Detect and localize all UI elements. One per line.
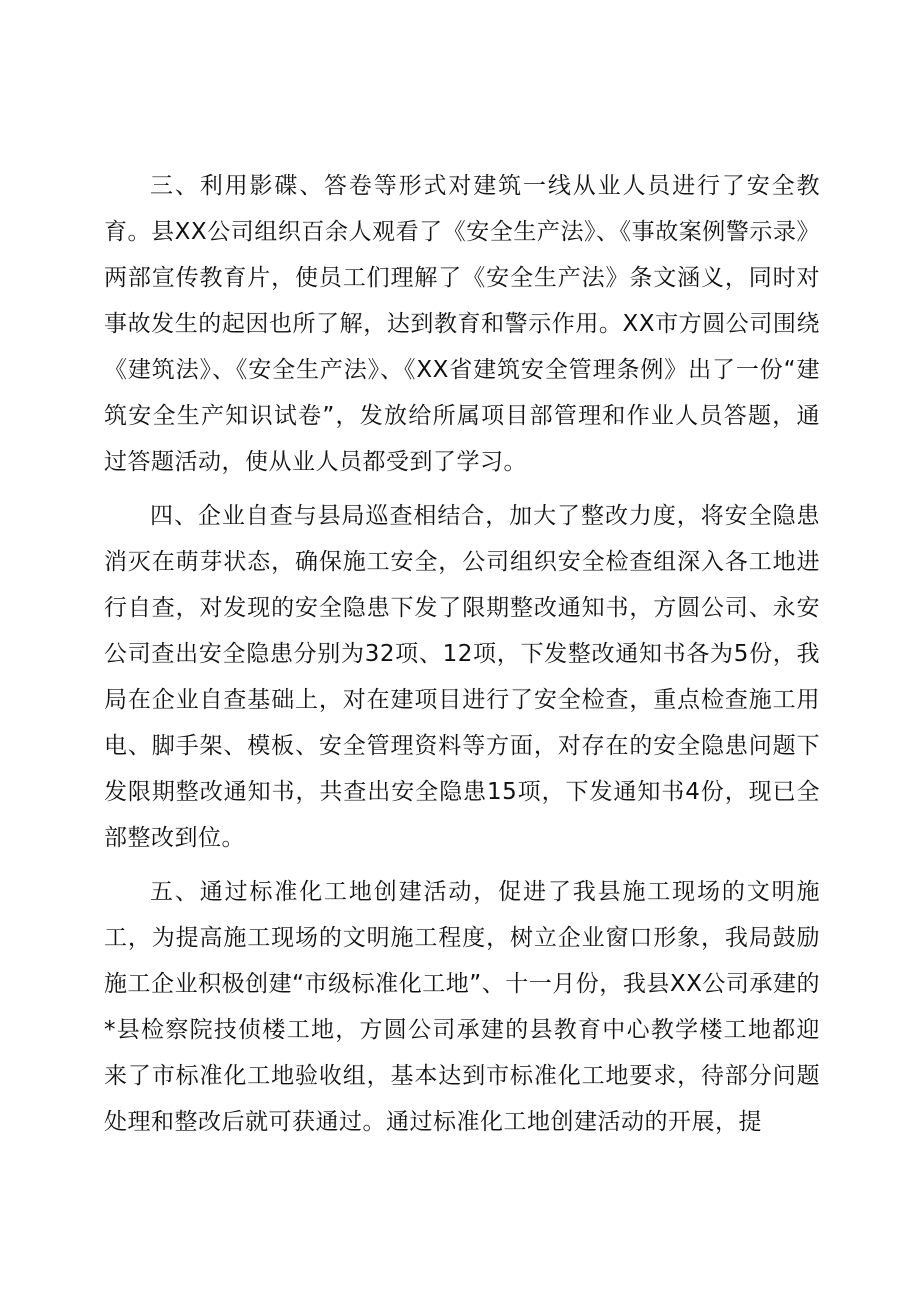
paragraph-section-three: 三、利用影碟、答卷等形式对建筑一线从业人员进行了安全教育。县XX公司组织百余人观看了《安全生产法》、《事故案例警示录》两部宣传教育片，使员工们理解了《安全生产法》条文涵义，同时对事故发生的起因也所了解，达到教育和警示作用。XX市方圆公司围绕《建筑法》、《安全生产法》、《XX省建筑安全管理条例》出了一份“建筑安全生产知识试卷”，发放给所属项目部管理和作业人员答题，通过答题活动，使从业人员都受到了学习。 — [104, 173, 820, 475]
paragraph-section-five: 五、通过标准化工地创建活动，促进了我县施工现场的文明施工，为提高施工现场的文明施工程度，树立企业窗口形象，我局鼓励施工企业积极创建“市级标准化工地”、十一月份，我县XX公司承建的*县检察院技侦楼工地，方圆公司承建的县教育中心教学楼工地都迎来了市标准化工地验收组，基本达到市标准化工地要求，待部分问题处理和整改后就可获通过。通过标准化工地创建活动的开展，提 — [104, 879, 820, 1135]
document-body — [104, 163, 820, 1153]
paragraph-section-four: 四、企业自查与县局巡查相结合，加大了整改力度，将安全隐患消灭在萌芽状态，确保施工安全，公司组织安全检查组深入各工地进行自查，对发现的安全隐患下发了限期整改通知书，方圆公司、永安公司查出安全隐患分别为32项、12项，下发整改通知书各为5份，我局在企业自查基础上，对在建项目进行了安全检查，重点检查施工用电、脚手架、模板、安全管理资料等方面，对存在的安全隐患问题下发限期整改通知书，共查出安全隐患15项，下发通知书4份，现已全部整改到位。 — [104, 503, 820, 851]
